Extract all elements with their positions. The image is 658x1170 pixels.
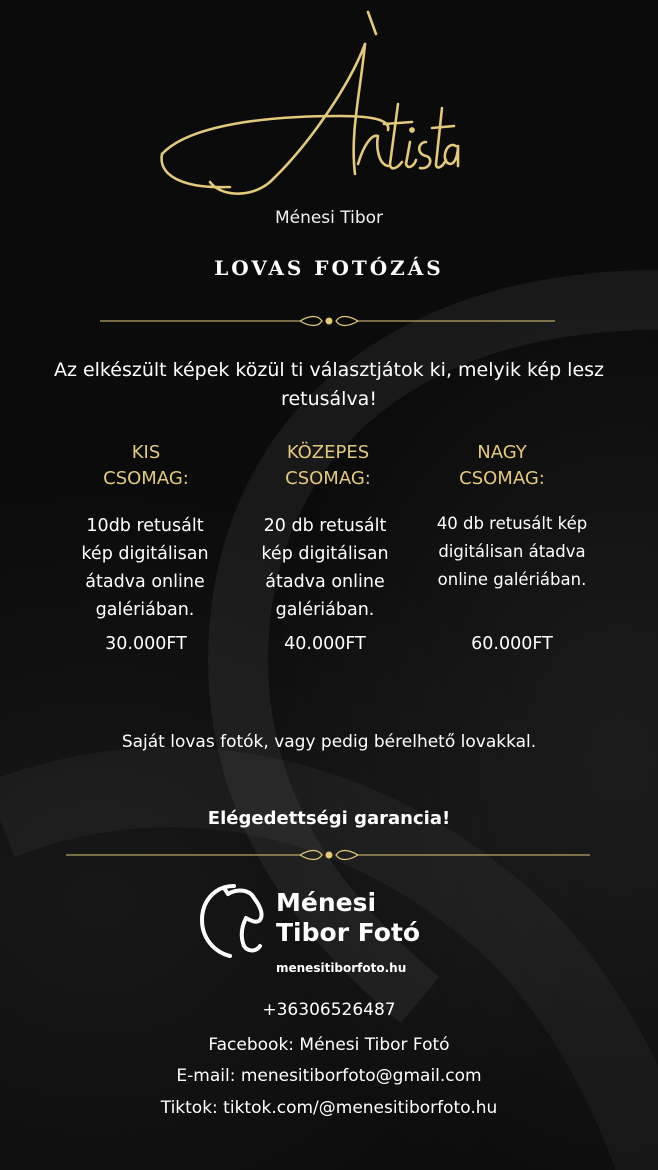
brand-url: menesitiborfoto.hu — [276, 961, 407, 975]
package-title-large — [422, 440, 582, 492]
package-title-line: CSOMAG: — [459, 468, 545, 489]
horse-note: Saját lovas fotók, vagy pedig bérelhető lovakkal. — [121, 732, 537, 752]
package-description-medium — [240, 512, 410, 624]
brand-name-line: Ménesi — [276, 888, 377, 917]
page-title: LOVAS FOTÓZÁS — [214, 256, 444, 280]
package-title-line: CSOMAG: — [285, 468, 371, 489]
description-line: digitálisan átadva — [438, 542, 586, 561]
description-line: átadva online — [265, 572, 385, 592]
description-line: kép digitálisan — [81, 544, 209, 564]
package-title-line: KÖZEPES — [286, 442, 370, 463]
description-line: kép digitálisan — [261, 544, 389, 564]
description-line: 10db retusált — [86, 516, 204, 536]
horse-head-icon — [198, 880, 270, 960]
package-description-small — [60, 512, 230, 624]
contact-email: E-mail: menesitiborfoto@gmail.com — [176, 1066, 482, 1086]
description-line: átadva online — [85, 572, 205, 592]
guarantee-text: Elégedettségi garancia! — [207, 808, 451, 829]
package-price-medium: 40.000FT — [284, 634, 366, 654]
photographer-name: Ménesi Tibor — [274, 208, 384, 228]
contact-tiktok: Tiktok: tiktok.com/@menesitiborfoto.hu — [160, 1098, 498, 1118]
package-price-large: 60.000FT — [471, 634, 553, 654]
package-title-medium — [248, 440, 408, 492]
description-line: 40 db retusált kép — [436, 514, 588, 533]
package-title-line: CSOMAG: — [103, 468, 189, 489]
artista-script-logo — [150, 4, 460, 204]
ornament-divider — [0, 314, 658, 328]
description-line: galériában. — [275, 600, 375, 620]
description-line: galériában. — [95, 600, 195, 620]
package-description-large — [427, 510, 597, 594]
description-line: online galériában. — [437, 570, 587, 589]
package-title-small — [66, 440, 226, 492]
contact-phone: +36306526487 — [262, 1000, 396, 1020]
intro-text: Az elkészült képek közül ti választjátok ki, melyik kép lesz retusálva! — [53, 359, 605, 410]
brand-name-line: Tibor Fotó — [276, 918, 421, 947]
package-title-line: NAGY — [477, 442, 527, 463]
brand-name — [276, 888, 476, 948]
description-line: 20 db retusált — [263, 516, 387, 536]
contact-facebook: Facebook: Ménesi Tibor Fotó — [208, 1035, 450, 1055]
ornament-divider — [0, 848, 658, 862]
package-title-line: KIS — [131, 442, 161, 463]
package-price-small: 30.000FT — [105, 634, 187, 654]
